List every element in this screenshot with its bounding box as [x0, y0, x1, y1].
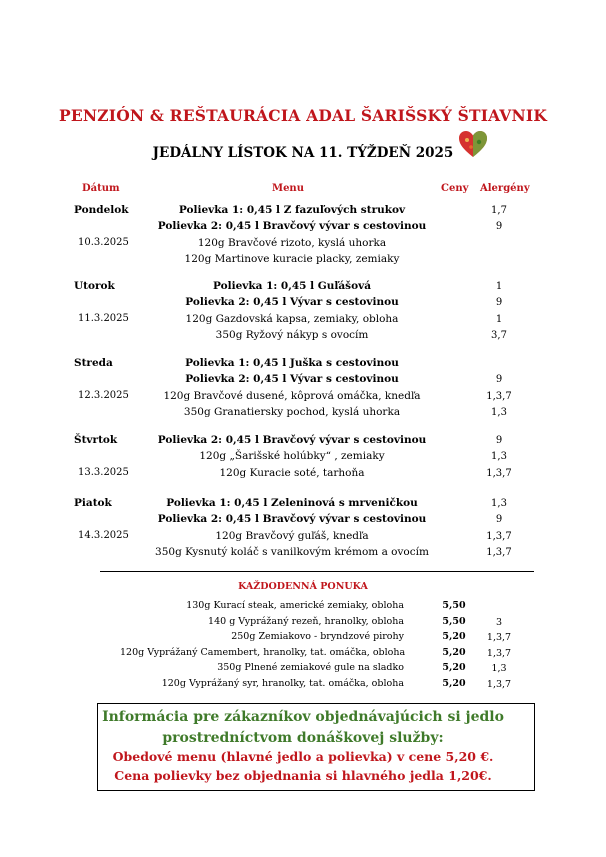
daily-dish: 350g Plnené zemiakové gule na sladko [217, 662, 404, 674]
daily-price: 5,20 [442, 678, 466, 689]
menu-dish: 120g Kuracie soté, tarhoňa [219, 466, 365, 479]
dish-allergens: 1,3 [491, 498, 507, 509]
menu-dish: Polievka 1: 0,45 l Guľášová [212, 280, 372, 292]
dish-allergens: 1,3,7 [486, 530, 512, 542]
dish-allergens: 1,3,7 [486, 390, 512, 402]
info-line-2: prostredníctvom donáškovej služby: [162, 730, 444, 746]
menu-dish: Polievka 1: 0,45 l Z fazuľových strukov [178, 204, 406, 216]
dish-allergens: 9 [495, 435, 503, 446]
info-line-4: Cena polievky bez objednania si hlavného jedla 1,20€. [114, 768, 492, 783]
daily-dish: 120g Vyprážaný syr, hranolky, tat. omáčka, obloha [161, 678, 404, 689]
day-name: Utorok [74, 280, 115, 292]
daily-dish: 250g Zemiakovo - bryndzové pirohy [231, 631, 404, 643]
heart-icon [458, 130, 488, 158]
menu-dish: 120g „Šarišské holúbky“ , zemiaky [199, 450, 385, 463]
menu-dish: Polievka 2: 0,45 l Bravčový vývar s cestovinou [157, 434, 427, 446]
daily-allergens: 1,3,7 [486, 679, 512, 690]
dish-allergens: 9 [495, 221, 503, 233]
day-name: Pondelok [74, 204, 129, 216]
daily-offer-title: KAŽDODENNÁ PONUKA [238, 581, 368, 592]
daily-dish: 130g Kurací steak, americké zemiaky, obloha [186, 600, 404, 611]
day-name: Piatok [74, 497, 112, 509]
day-date: 12.3.2025 [78, 389, 129, 401]
daily-allergens: 1,3,7 [486, 632, 512, 644]
menu-dish: Polievka 2: 0,45 l Vývar s cestovinou [185, 296, 399, 309]
menu-dish: Polievka 2: 0,45 l Bravčový vývar s cestovinou [157, 220, 427, 233]
info-line-1: Informácia pre zákazníkov objednávajúcich si jedlo [102, 709, 504, 725]
menu-dish: 350g Kysnutý koláč s vanilkovým krémom a ovocím [155, 545, 429, 558]
dish-allergens: 9 [495, 297, 503, 309]
divider [100, 571, 534, 572]
dish-allergens: 3,7 [491, 329, 507, 341]
info-line-3: Obedové menu (hlavné jedlo a polievka) v cene 5,20 €. [112, 749, 494, 764]
menu-dish: 120g Bravčové dusené, kôprová omáčka, knedľa [163, 389, 421, 402]
header-price: Ceny [441, 183, 469, 194]
header-date: Dátum [82, 183, 120, 194]
dish-allergens: 1,3 [491, 451, 507, 463]
menu-subtitle: JEDÁLNY LÍSTOK NA 11. TÝŽDEŇ 2025 [152, 145, 454, 161]
dish-allergens: 1,3,7 [486, 546, 512, 558]
day-name: Streda [74, 357, 113, 369]
menu-dish: Polievka 1: 0,45 l Juška s cestovinou [185, 357, 399, 369]
daily-price: 5,20 [442, 646, 466, 658]
menu-dish: 350g Granatiersky pochod, kyslá uhorka [183, 405, 401, 418]
menu-dish: 120g Martinove kuracie placky, zemiaky [184, 252, 400, 265]
menu-dish: 120g Gazdovská kapsa, zemiaky, obloha [185, 312, 399, 325]
menu-dish: 350g Ryžový nákyp s ovocím [215, 328, 369, 341]
page-title: PENZIÓN & REŠTAURÁCIA ADAL ŠARIŠSKÝ ŠTIAVNIK [59, 106, 547, 125]
dish-allergens: 1 [495, 281, 503, 292]
header-allergens: Alergény [480, 183, 530, 194]
day-date: 13.3.2025 [78, 466, 129, 478]
daily-allergens: 1,3,7 [486, 647, 512, 659]
menu-dish: 120g Bravčový guľáš, knedľa [215, 529, 369, 542]
menu-dish: Polievka 1: 0,45 l Zeleninová s mrveničkou [166, 497, 418, 509]
daily-price: 5,20 [442, 631, 466, 643]
daily-dish: 120g Vyprážaný Camembert, hranolky, tat. omáčka, obloha [120, 646, 406, 658]
header-menu: Menu [272, 183, 304, 194]
day-date: 11.3.2025 [78, 312, 129, 324]
daily-dish: 140 g Vyprážaný rezeň, hranolky, obloha [208, 615, 404, 627]
daily-allergens: 3 [495, 616, 503, 628]
daily-price: 5,50 [442, 600, 466, 611]
day-date: 14.3.2025 [78, 529, 129, 541]
menu-dish: 120g Bravčové rizoto, kyslá uhorka [197, 236, 387, 249]
daily-allergens: 1,3 [491, 663, 507, 675]
menu-dish: Polievka 2: 0,45 l Vývar s cestovinou [185, 373, 399, 386]
dish-allergens: 1,3 [491, 406, 507, 418]
dish-allergens: 1,3,7 [486, 467, 512, 479]
day-name: Štvrtok [74, 434, 118, 446]
dish-allergens: 1,7 [491, 205, 507, 216]
dish-allergens: 1 [495, 313, 503, 325]
day-date: 10.3.2025 [78, 236, 129, 248]
menu-dish: Polievka 2: 0,45 l Bravčový vývar s cestovinou [157, 513, 427, 526]
daily-price: 5,20 [442, 662, 466, 674]
dish-allergens: 9 [495, 374, 503, 386]
daily-price: 5,50 [442, 615, 466, 627]
dish-allergens: 9 [495, 514, 503, 526]
